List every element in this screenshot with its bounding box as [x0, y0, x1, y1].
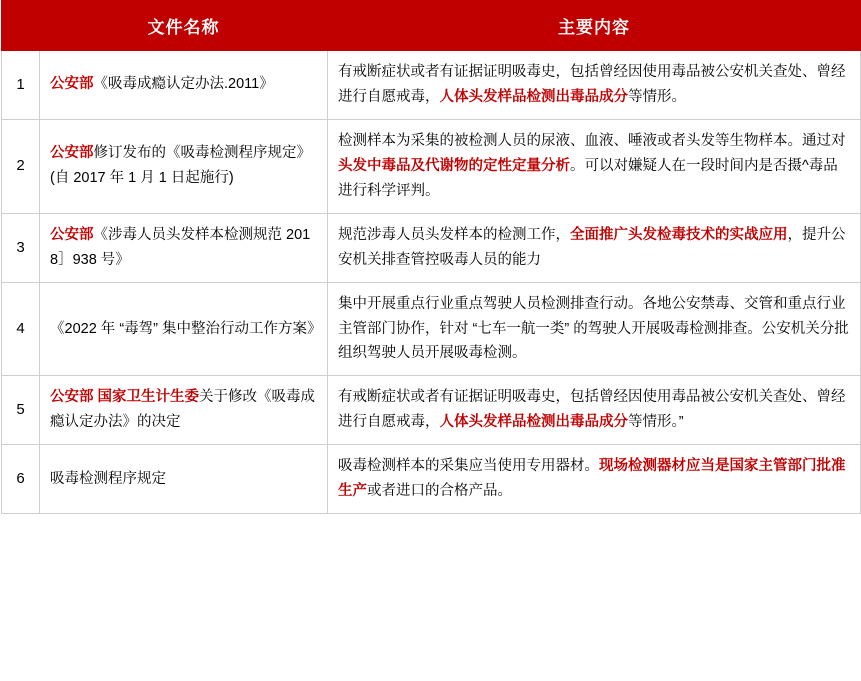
table-row	[2, 445, 861, 514]
row-index-cell: 2	[2, 119, 40, 213]
highlighted-text: 现场检测器材应当是国家主管部门批准生产	[338, 458, 846, 500]
main-content-cell	[328, 282, 861, 376]
table-row	[2, 282, 861, 376]
table-header	[2, 1, 861, 51]
table-row	[2, 51, 861, 120]
row-index-cell: 4	[2, 282, 40, 376]
row-index-cell: 6	[2, 445, 40, 514]
highlighted-text: 全面推广头发检毒技术的实战应用	[570, 226, 788, 243]
table-row	[2, 376, 861, 445]
plain-text: 《涉毒人员头发样本检测规范 2018］938 号》	[50, 226, 311, 268]
plain-text: 有戒断症状或者有证据证明吸毒史，包括曾经因使用毒品被公安机关查处、曾经进行自愿戒毒，	[338, 389, 846, 431]
plain-text: 吸毒检测样本的采集应当使用专用器材。	[338, 458, 599, 475]
table-header-row	[2, 1, 861, 51]
table-row	[2, 119, 861, 213]
document-name-cell	[40, 51, 328, 120]
highlighted-text: 人体头发样品检测出毒品成分	[439, 414, 628, 431]
row-index-cell: 3	[2, 213, 40, 282]
row-index-cell: 5	[2, 376, 40, 445]
document-name-cell	[40, 282, 328, 376]
plain-text: 修订发布的《吸毒检测程序规定》(自 2017 年 1 月 1 日起施行)	[50, 145, 311, 187]
plain-text: 检测样本为采集的被检测人员的尿液、血液、唾液或者头发等生物样本。通过对	[338, 132, 846, 149]
document-name-cell	[40, 213, 328, 282]
highlighted-text: 公安部	[50, 76, 94, 93]
column-header-index	[2, 1, 40, 51]
plain-text: ，提升公安机关排查管控吸毒人员的能力	[338, 226, 846, 268]
column-header-document-name: 文件名称	[40, 1, 328, 51]
main-content-cell	[328, 119, 861, 213]
document-name-cell	[40, 119, 328, 213]
document-name-cell	[40, 376, 328, 445]
highlighted-text: 公安部	[50, 145, 94, 162]
highlighted-text: 公安部	[50, 226, 94, 243]
plain-text: 。可以对嫌疑人在一段时间内是否摄^毒品 进行科学评判。	[338, 157, 838, 199]
row-index-cell: 1	[2, 51, 40, 120]
policy-documents-table	[1, 0, 861, 514]
document-name-cell	[40, 445, 328, 514]
plain-text: 《2022 年 “毒驾” 集中整治行动工作方案》	[50, 320, 322, 337]
highlighted-text: 公安部 国家卫生计生委	[50, 389, 200, 406]
plain-text: 《吸毒成瘾认定办法.2011》	[93, 76, 274, 93]
plain-text: 有戒断症状或者有证据证明吸毒史，包括曾经因使用毒品被公安机关查处、曾经进行自愿戒毒，	[338, 64, 846, 105]
plain-text: 关于修改《吸毒成瘾认定办法》的决定	[50, 389, 316, 431]
main-content-cell	[328, 376, 861, 445]
table-body	[2, 51, 861, 514]
highlighted-text: 人体头发样品检测出毒品成分	[439, 88, 628, 105]
plain-text: 等情形。”	[628, 414, 684, 431]
table-row	[2, 213, 861, 282]
main-content-cell	[328, 445, 861, 514]
plain-text: 集中开展重点行业重点驾驶人员检测排查行动。各地公安禁毒、交管和重点行业主管部门协作，针对 “七车一航一类” 的驾驶人开展吸毒检测排查。公安机关分批组织驾驶人员开展吸毒检测。	[338, 295, 849, 362]
main-content-cell	[328, 213, 861, 282]
column-header-main-content: 主要内容	[328, 1, 861, 51]
highlighted-text: 头发中毒品及代谢物的定性定量分析	[338, 157, 570, 174]
main-content-cell	[328, 51, 861, 120]
plain-text: 等情形。	[628, 88, 686, 105]
plain-text: 或者进口的合格产品。	[367, 483, 512, 500]
plain-text: 吸毒检测程序规定	[50, 470, 166, 487]
plain-text: 规范涉毒人员头发样本的检测工作，	[338, 226, 570, 243]
